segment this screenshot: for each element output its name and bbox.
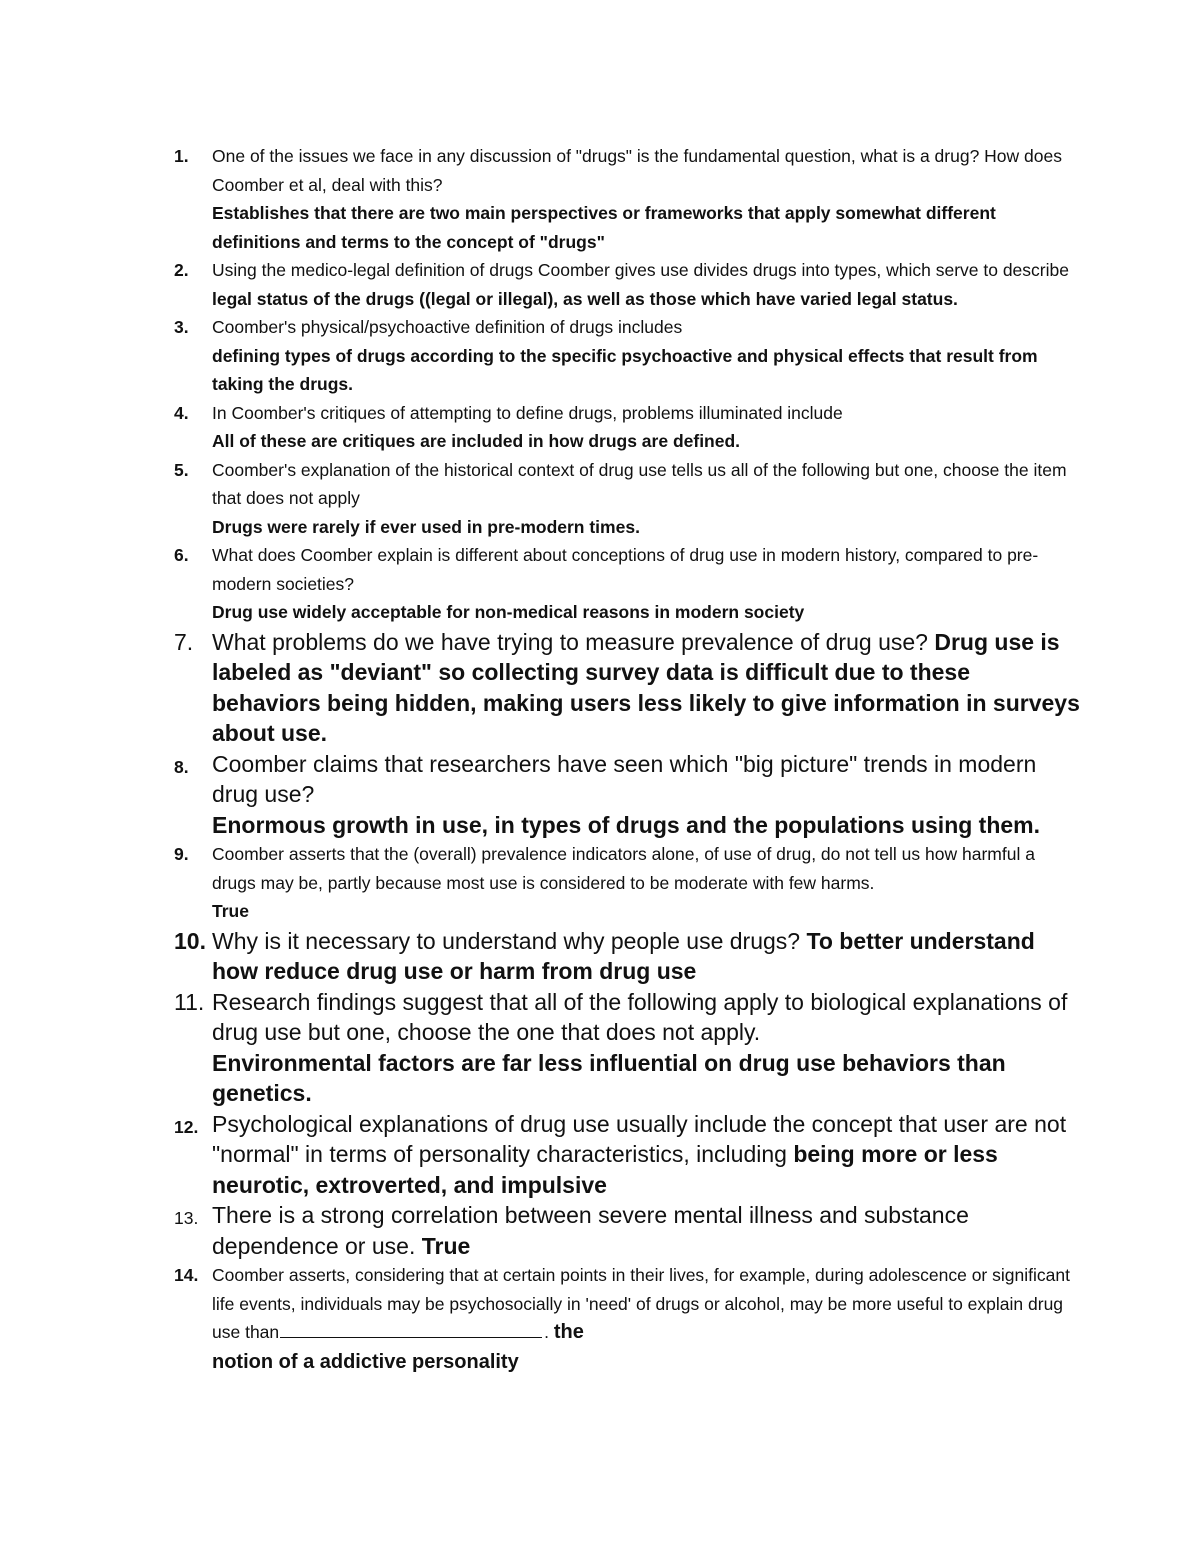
list-item <box>162 142 1082 256</box>
item-number: 6. <box>174 545 189 565</box>
question-list <box>162 142 1082 1377</box>
question-text: Research findings suggest that all of the following apply to biological explanations of drug use but one, choose the one that does not apply. <box>212 988 1068 1045</box>
list-item <box>162 926 1082 987</box>
list-item <box>162 256 1082 313</box>
question-text: Coomber's explanation of the historical context of drug use tells us all of the following but one, choose the item that does not apply <box>212 459 1067 508</box>
list-item <box>162 627 1082 749</box>
answer-text: To better understand how reduce drug use or harm from drug use <box>212 927 1035 984</box>
answer-text: Drug use widely acceptable for non-medical reasons in modern society <box>212 602 805 622</box>
answer-text: Drugs were rarely if ever used in pre-modern times. <box>212 516 640 537</box>
list-item <box>162 987 1082 1109</box>
answer-text: Enormous growth in use, in types of drugs and the populations using them. <box>212 811 1041 838</box>
question-text: Psychological explanations of drug use usually include the concept that user are not "normal" in terms of personality characteristics, including <box>212 1110 1067 1167</box>
list-item <box>162 749 1082 841</box>
question-text: One of the issues we face in any discussion of "drugs" is the fundamental question, what is a drug? How does Coomber et al, deal with this? <box>212 146 1062 195</box>
list-item <box>162 1200 1082 1261</box>
item-number: 9. <box>174 844 189 864</box>
question-text: Why is it necessary to understand why people use drugs? <box>212 927 801 954</box>
item-number: 13. <box>174 1208 199 1228</box>
item-number: 11. <box>174 988 205 1015</box>
item-number: 3. <box>174 317 189 337</box>
question-text: Using the medico-legal definition of drugs Coomber gives use divides drugs into types, which serve to describe <box>212 260 1069 280</box>
item-number: 12. <box>174 1116 199 1137</box>
question-text: Coomber asserts that the (overall) prevalence indicators alone, of use of drug, do not tell us how harmful a drugs may be, partly because most use is considered to be moderate with few harms. <box>212 844 1035 893</box>
answer-text: legal status of the drugs ((legal or illegal), as well as those which have varied legal status. <box>212 288 958 309</box>
list-item <box>162 399 1082 456</box>
question-text: Coomber's physical/psychoactive definition of drugs includes <box>212 317 683 337</box>
answer-blank-line <box>280 1319 542 1338</box>
answer-text: the <box>553 1321 584 1343</box>
answer-text: being more or less neurotic, extroverted, and impulsive <box>212 1141 998 1198</box>
question-text: Coomber asserts, considering that at certain points in their lives, for example, during adolescence or significant life events, individuals may be psychosocially in 'need' of drugs or alcohol, may be more useful to explain drug use than <box>212 1265 1070 1342</box>
question-text-tail: . <box>544 1322 550 1342</box>
list-item <box>162 1109 1082 1201</box>
item-number: 8. <box>174 756 189 777</box>
answer-text: All of these are critiques are included in how drugs are defined. <box>212 431 741 451</box>
question-text: What does Coomber explain is different about conceptions of drug use in modern history, compared to pre-modern societies? <box>212 545 1039 594</box>
list-item <box>162 541 1082 627</box>
question-text: What problems do we have trying to measure prevalence of drug use? <box>212 628 928 655</box>
item-number: 1. <box>174 146 189 166</box>
answer-text: Establishes that there are two main perspectives or frameworks that apply somewhat different definitions and terms to the concept of "drugs" <box>212 203 996 252</box>
question-text: In Coomber's critiques of attempting to define drugs, problems illuminated include <box>212 402 843 423</box>
list-item <box>162 313 1082 399</box>
answer-text: True <box>212 901 249 921</box>
item-number: 14. <box>174 1265 199 1285</box>
answer-text: True <box>421 1232 471 1259</box>
item-number: 2. <box>174 260 189 280</box>
answer-text: Environmental factors are far less influential on drug use behaviors than genetics. <box>212 1049 1006 1106</box>
answer-text: defining types of drugs according to the specific psychoactive and physical effects that result from taking the drugs. <box>212 345 1038 394</box>
list-item <box>162 456 1082 542</box>
item-number: 5. <box>174 459 189 480</box>
list-item <box>162 1261 1082 1377</box>
item-number: 4. <box>174 402 189 423</box>
question-text: Coomber claims that researchers have seen which "big picture" trends in modern drug use? <box>212 750 1037 807</box>
answer-text: Drug use is labeled as "deviant" so collecting survey data is difficult due to these behaviors being hidden, making users less likely to give information in surveys about use. <box>212 628 1080 746</box>
item-number: 10. <box>174 927 206 954</box>
question-text: There is a strong correlation between severe mental illness and substance dependence or use. <box>212 1202 969 1259</box>
item-number: 7. <box>174 628 194 655</box>
list-item <box>162 840 1082 926</box>
answer-text-continued: notion of a addictive personality <box>212 1350 519 1373</box>
